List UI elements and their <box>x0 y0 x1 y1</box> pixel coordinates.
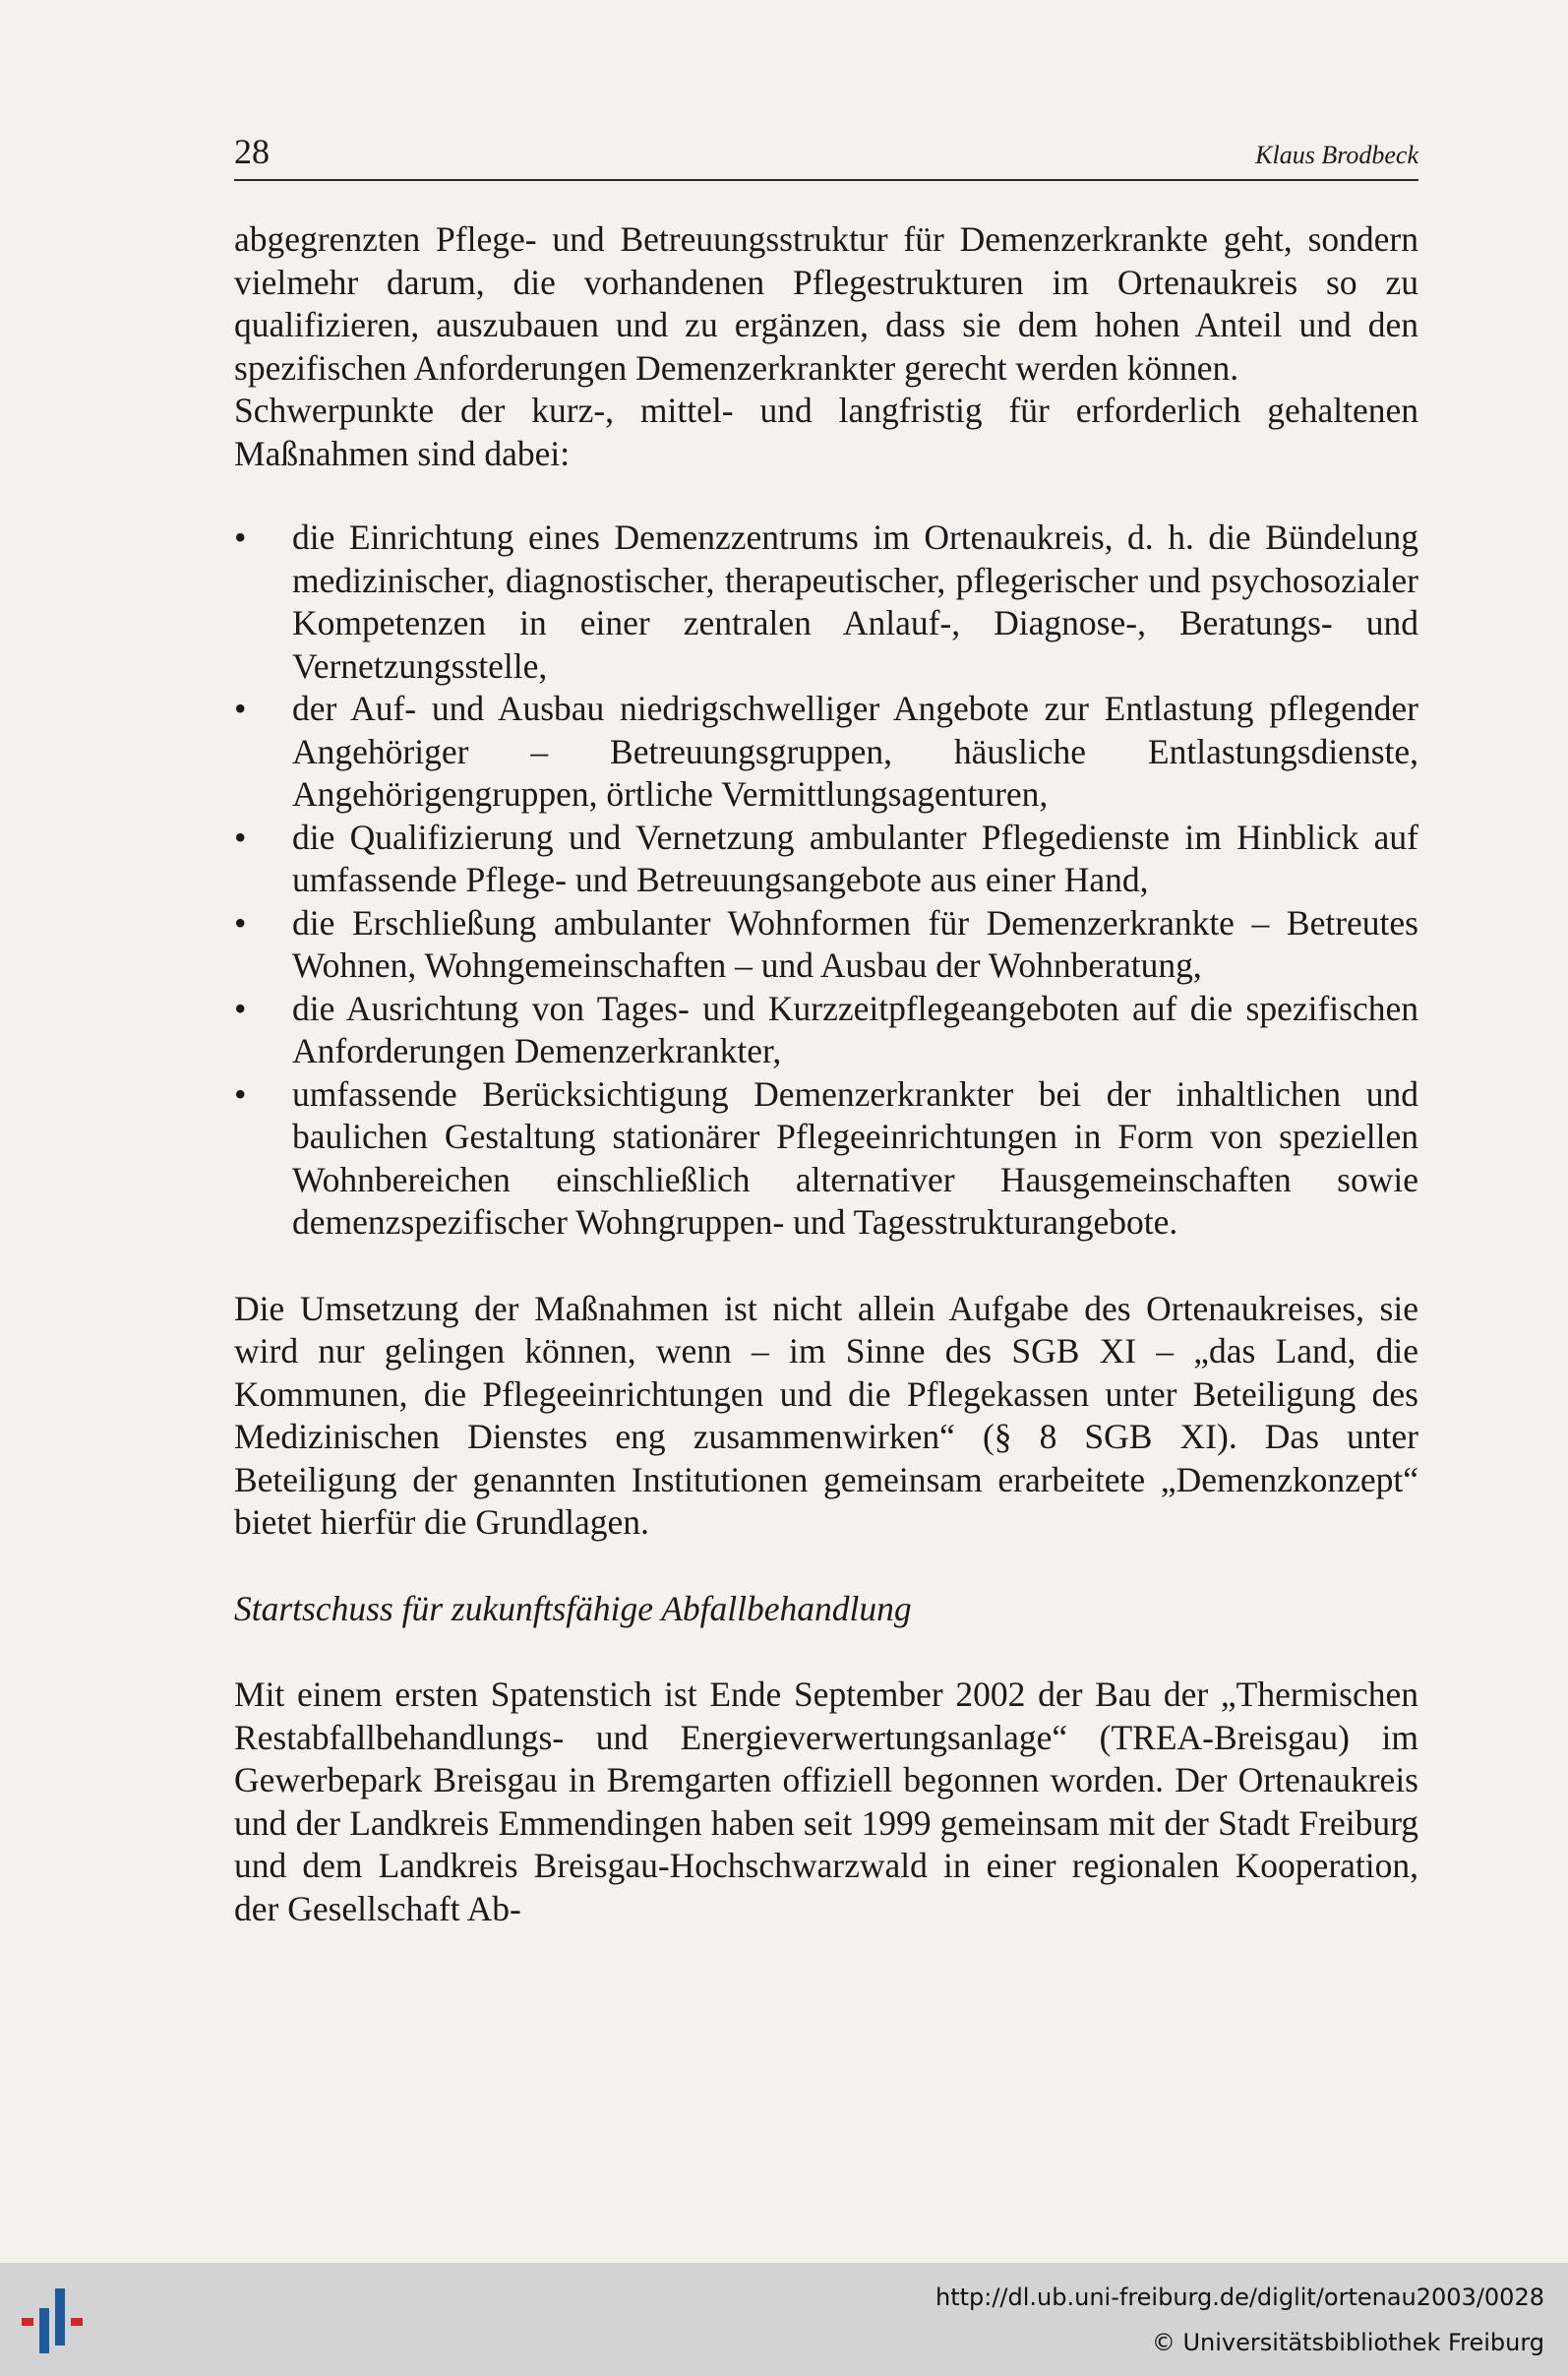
list-item-text: die Qualifizierung und Vernetzung ambulanter Pflegedienste im Hinblick auf umfassende Pflege- und Betreuungsangebote aus einer Hand, <box>292 817 1418 899</box>
list-item <box>234 902 1418 988</box>
paragraph: Mit einem ersten Spatenstich ist Ende September 2002 der Bau der „Thermischen Restabfallbehandlungs- und Energieverwertungsanlage“ (TREA-Breisgau) im Gewerbepark Breisgau in Bremgarten offiziell begonnen worden. Der Ortenaukreis und der Landkreis Emmendingen haben seit 1999 gemeinsam mit der Stadt Freiburg und dem Landkreis Breisgau-Hochschwarzwald in einer regionalen Kooperation, der Gesellschaft Ab- <box>234 1675 1418 1928</box>
list-item <box>234 817 1418 902</box>
list-item-text: umfassende Berücksichtigung Demenzerkrankter bei der inhaltlichen und baulichen Gestaltung stationärer Pflegeeinrichtungen in Form von speziellen Wohnbereichen einschließlich alternativer Hausgemeinschaften sowie demenzspezifischer Wohngruppen- und Tagesstrukturangebote. <box>292 1073 1418 1242</box>
copyright-notice: © Universitätsbibliothek Freiburg <box>1151 2329 1544 2356</box>
bullet-icon: • <box>234 518 247 557</box>
list-item <box>234 1073 1418 1245</box>
ub-freiburg-logo-icon <box>22 2283 100 2361</box>
measures-list <box>234 517 1418 1245</box>
paragraph: abgegrenzten Pflege- und Betreuungsstruktur für Demenzerkrankte geht, sondern vielmehr darum, die vorhandenen Pflegestrukturen im Ortenaukreis so zu qualifizieren, auszubauen und zu ergänzen, dass sie dem hohen Anteil und den spezifischen Anforderungen Demenzerkrankter gerecht werden können. <box>234 219 1418 388</box>
page-number: 28 <box>234 132 270 171</box>
paragraph: Die Umsetzung der Maßnahmen ist nicht allein Aufgabe des Ortenaukreises, sie wird nur gelingen können, wenn – im Sinne des SGB XI – „das Land, die Kommunen, die Pflegeeinrichtungen und die Pflegekassen unter Beteiligung des Medizinischen Dienstes eng zusammenwirken“ (§ 8 SGB XI). Das unter Beteiligung der genannten Institutionen gemeinsam erarbeitete „Demenzkonzept“ bietet hierfür die Grundlagen. <box>234 1288 1418 1542</box>
list-item-text: der Auf- und Ausbau niedrigschwelliger Angebote zur Entlastung pflegender Angehöriger – Betreuungsgruppen, häusliche Entlastungsdienste, Angehörigengruppen, örtliche Vermittlungsagenturen, <box>292 689 1418 814</box>
permalink-link[interactable]: http://dl.ub.uni-freiburg.de/diglit/ortenau2003/0028 <box>935 2284 1544 2311</box>
list-item-text: die Erschließung ambulanter Wohnformen für Demenzerkrankte – Betreutes Wohnen, Wohngemeinschaften – und Ausbau der Wohnberatung, <box>292 902 1418 985</box>
paragraph: Schwerpunkte der kurz-, mittel- und langfristig für erforderlich gehaltenen Maßnahmen sind dabei: <box>234 391 1418 473</box>
bullet-icon: • <box>234 689 247 728</box>
list-item <box>234 988 1418 1073</box>
running-head-author: Klaus Brodbeck <box>1255 141 1418 169</box>
bullet-icon: • <box>234 817 247 857</box>
bullet-icon: • <box>234 988 247 1028</box>
bullet-icon: • <box>234 1073 247 1114</box>
list-item-text: die Ausrichtung von Tages- und Kurzzeitpflegeangeboten auf die spezifischen Anforderungen Demenzerkrankter, <box>292 988 1418 1070</box>
footer-bar <box>0 2263 1568 2376</box>
running-header <box>234 130 1418 181</box>
section-heading: Startschuss für zukunftsfähige Abfallbehandlung <box>234 1588 912 1628</box>
list-item <box>234 517 1418 688</box>
list-item <box>234 688 1418 817</box>
page-body <box>234 218 1418 1930</box>
bullet-icon: • <box>234 902 247 943</box>
list-item-text: die Einrichtung eines Demenzzentrums im Ortenaukreis, d. h. die Bündelung medizinischer, diagnostischer, therapeutischer, pflegerischer und psychosozialer Kompetenzen in einer zentralen Anlauf-, Diagnose-, Beratungs- und Vernetzungsstelle, <box>292 518 1418 686</box>
